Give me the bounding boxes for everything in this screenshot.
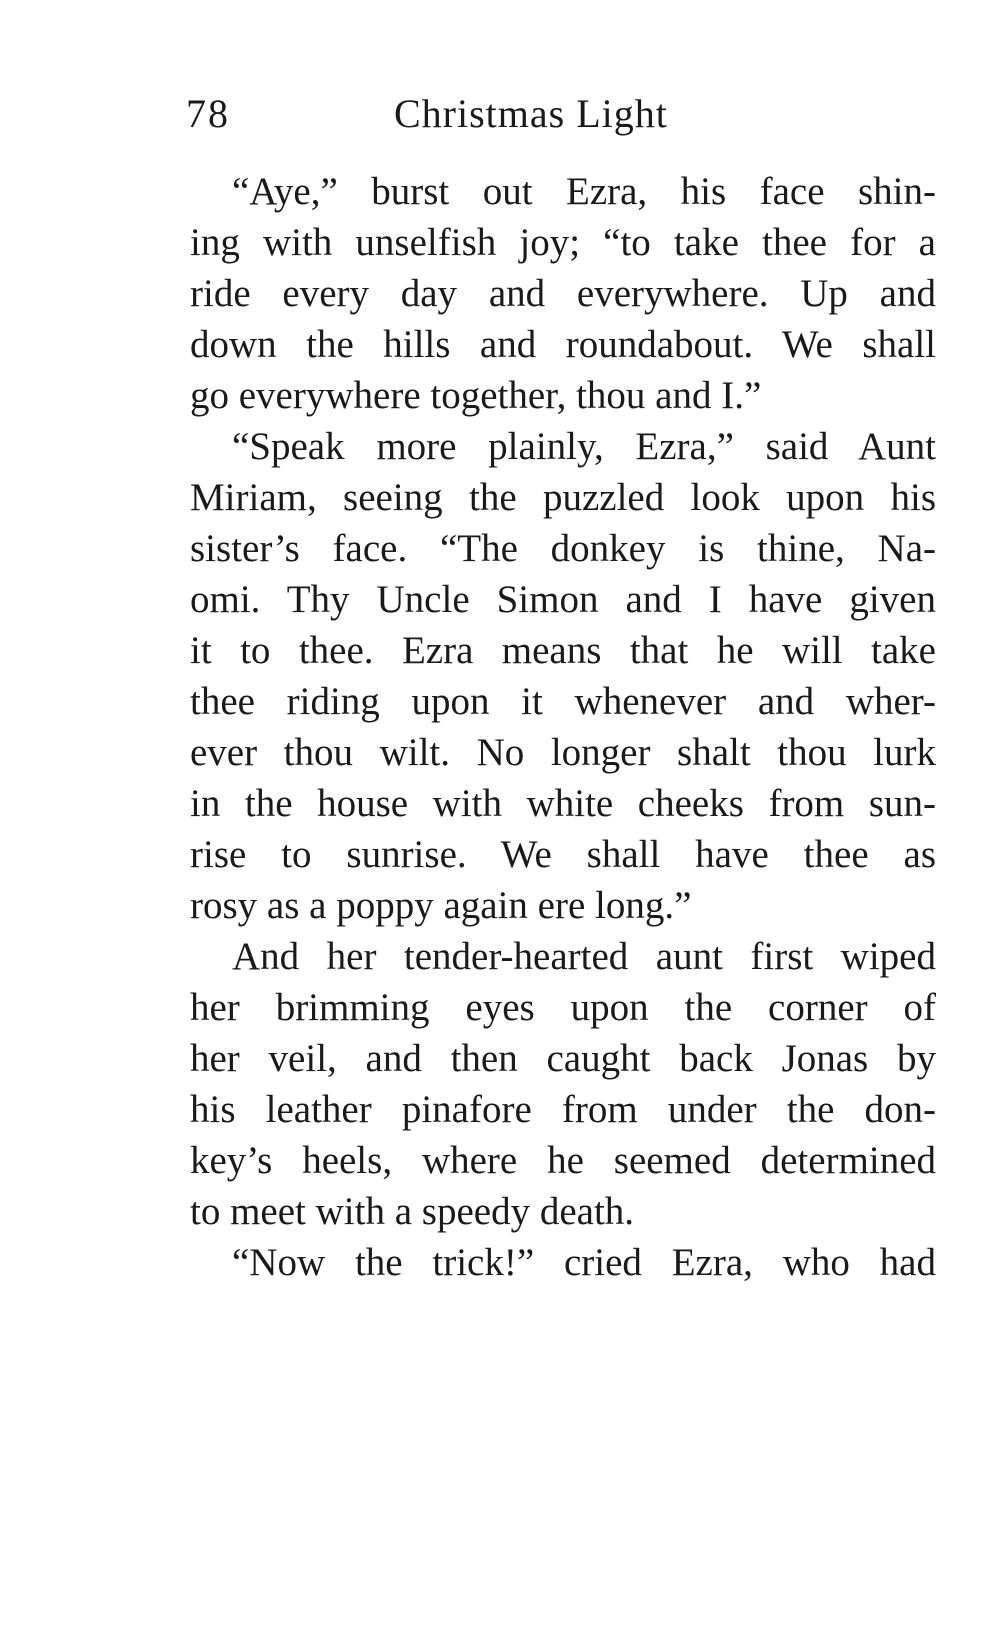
text-line: her brimming eyes upon the corner of	[190, 986, 936, 1029]
text-line: his leather pinafore from under the don-	[190, 1088, 936, 1131]
text-line: “Aye,” burst out Ezra, his face shin-	[232, 170, 936, 213]
text-line: down the hills and roundabout. We shall	[190, 323, 936, 366]
text-line: “Speak more plainly, Ezra,” said Aunt	[232, 425, 936, 468]
text-line: And her tender-hearted aunt first wiped	[232, 935, 936, 978]
text-line: key’s heels, where he seemed determined	[190, 1139, 936, 1182]
page-number: 78	[186, 91, 230, 136]
text-line: “Now the trick!” cried Ezra, who had	[232, 1241, 936, 1284]
text-line: ride every day and everywhere. Up and	[190, 272, 936, 315]
text-line: rosy as a poppy again ere long.”	[190, 884, 692, 927]
text-line: in the house with white cheeks from sun-	[190, 782, 936, 825]
text-line: omi. Thy Uncle Simon and I have given	[190, 578, 936, 621]
text-line: it to thee. Ezra means that he will take	[190, 629, 936, 672]
text-line: thee riding upon it whenever and wher-	[190, 680, 936, 723]
text-line: to meet with a speedy death.	[190, 1190, 635, 1233]
text-line: her veil, and then caught back Jonas by	[190, 1037, 936, 1080]
text-line: ing with unselfish joy; “to take thee for a	[190, 221, 936, 264]
body-text	[190, 166, 936, 1288]
text-line: sister’s face. “The donkey is thine, Na-	[190, 527, 936, 570]
text-line: Miriam, seeing the puzzled look upon his	[190, 476, 936, 519]
text-line: go everywhere together, thou and I.”	[190, 374, 762, 417]
text-line: ever thou wilt. No longer shalt thou lurk	[190, 731, 936, 774]
running-title: Christmas Light	[394, 91, 668, 136]
text-line: rise to sunrise. We shall have thee as	[190, 833, 936, 876]
running-head	[186, 84, 936, 144]
